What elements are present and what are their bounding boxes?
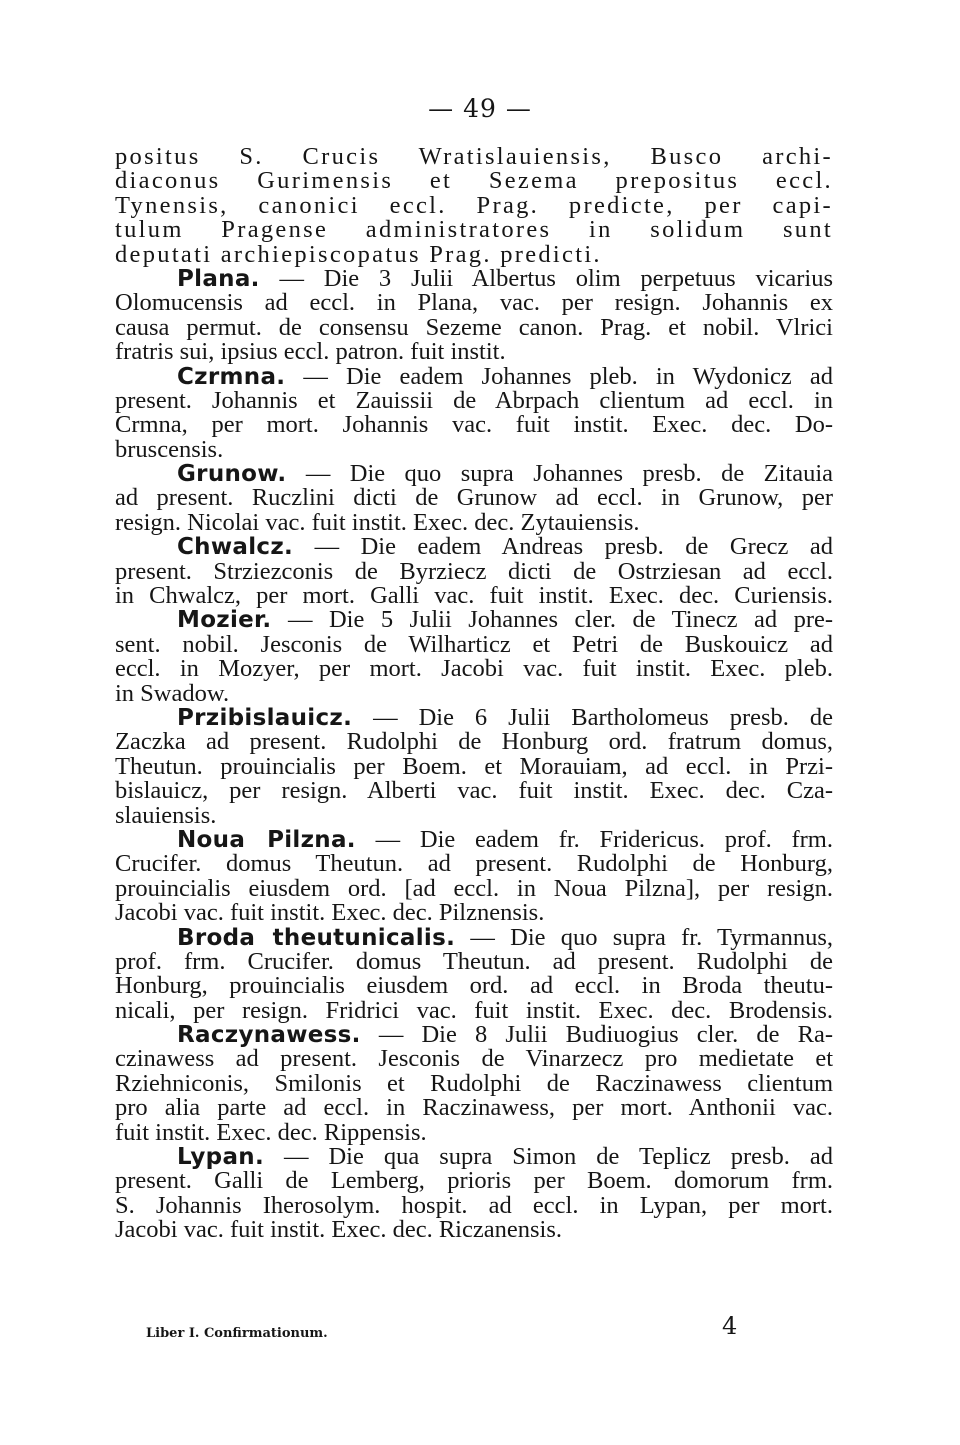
signature-mark: 4	[722, 1312, 738, 1340]
entry-first-line	[115, 828, 833, 852]
entry-text: — Die 5 Julii Johannes cler. de Tinecz ad pre-	[287, 608, 833, 633]
text-line: resign. Nicolai vac. fuit instit. Exec. dec. Zytauiensis.	[115, 508, 640, 536]
entry-first-line	[115, 608, 833, 632]
place-heading: Chwalcz.	[177, 535, 294, 560]
text-line: Crmna, per mort. Johannis vac. fuit instit. Exec. dec. Do-	[115, 413, 833, 438]
entry-text: — Die eadem Johannes pleb. in Wydonicz ad	[303, 364, 833, 389]
text-line: Jacobi vac. fuit instit. Exec. dec. Riczanensis.	[115, 1216, 562, 1244]
text-line: Zaczka ad present. Rudolphi de Honburg ord. fratrum domus,	[115, 730, 833, 755]
text-line: nicali, per resign. Fridrici vac. fuit instit. Exec. dec. Brodensis.	[115, 998, 833, 1024]
text-line: Olomucensis ad eccl. in Plana, vac. per resign. Johannis ex	[115, 291, 833, 316]
entry-czrmna	[115, 365, 833, 463]
intro-paragraph	[115, 145, 833, 267]
text-line: pro alia parte ad eccl. in Raczinawess, per mort. Anthonii vac.	[115, 1096, 833, 1121]
place-heading: Lypan.	[177, 1145, 264, 1170]
text-line: present. Johannis et Zauissii de Abrpach clientum ad eccl. in	[115, 388, 833, 414]
entry-text: — Die eadem fr. Fridericus. prof. frm.	[375, 827, 833, 853]
entry-first-line	[115, 706, 833, 730]
entry-text: — Die 8 Julii Budiuogius cler. de Ra-	[378, 1023, 833, 1048]
entry-grunow	[115, 462, 833, 535]
text-line: slauiensis.	[115, 801, 217, 829]
text-line: bislauicz, per resign. Alberti vac. fuit instit. Exec. dec. Cza-	[115, 779, 833, 804]
text-line: in Swadow.	[115, 679, 230, 707]
place-heading: Raczynawess.	[177, 1023, 361, 1048]
place-heading: Grunow.	[177, 462, 287, 487]
text-line: present. Galli de Lemberg, prioris per Boem. domorum frm.	[115, 1169, 833, 1194]
entry-first-line	[115, 1145, 833, 1169]
text-line: fuit instit. Exec. dec. Rippensis.	[115, 1118, 427, 1146]
text-line: tulum Pragense administratores in solidum sunt	[115, 218, 833, 243]
place-heading: Noua Pilzna.	[177, 827, 356, 853]
place-heading: Przibislauicz.	[177, 705, 353, 731]
entry-first-line	[115, 462, 833, 486]
text-line: prouincialis eiusdem ord. [ad eccl. in Noua Pilzna], per resign.	[115, 876, 833, 902]
text-line: ad present. Ruczlini dicti de Grunow ad eccl. in Grunow, per	[115, 486, 833, 511]
place-heading: Mozier.	[177, 608, 272, 633]
text-line: prof. frm. Crucifer. domus Theutun. ad present. Rudolphi de	[115, 949, 833, 975]
entry-first-line	[115, 267, 833, 291]
entry-text: — Die 3 Julii Albertus olim perpetuus vicarius	[279, 266, 833, 292]
text-line: in Chwalcz, per mort. Galli vac. fuit instit. Exec. dec. Curiensis.	[115, 584, 833, 609]
text-line: causa permut. de consensu Sezeme canon. Prag. et nobil. Vlrici	[115, 315, 833, 341]
entry-noua-pilzna	[115, 828, 833, 926]
text-line: czinawess ad present. Jesconis de Vinarzecz pro medietate et	[115, 1047, 833, 1072]
text-line: Crucifer. domus Theutun. ad present. Rudolphi de Honburg,	[115, 852, 833, 877]
text-line: Honburg, prouincialis eiusdem ord. ad eccl. in Broda theutu-	[115, 974, 833, 999]
entry-first-line	[115, 1023, 833, 1047]
entry-first-line	[115, 926, 833, 950]
text-line: eccl. in Mozyer, per mort. Jacobi vac. fuit instit. Exec. pleb.	[115, 657, 833, 682]
text-line: S. Johannis Iherosolym. hospit. ad eccl. in Lypan, per mort.	[115, 1193, 833, 1219]
place-heading: Czrmna.	[177, 364, 286, 389]
entry-chwalcz	[115, 535, 833, 608]
entry-mozier	[115, 608, 833, 706]
place-heading: Plana.	[177, 266, 260, 292]
entry-text: — Die qua supra Simon de Teplicz presb. ad	[283, 1145, 833, 1170]
entry-broda-theutunicalis	[115, 926, 833, 1024]
page-number: — 49 —	[428, 94, 532, 123]
text-line: present. Strziezconis de Byrziecz dicti de Ostrziesan ad eccl.	[115, 559, 833, 585]
entry-text: — Die quo supra Johannes presb. de Zitauia	[305, 462, 833, 487]
entry-text: — Die eadem Andreas presb. de Grecz ad	[314, 535, 833, 560]
entry-first-line	[115, 535, 833, 559]
text-line: Theutun. prouincialis per Boem. et Morauiam, ad eccl. in Przi-	[115, 754, 833, 780]
text-line: deputati archiepiscopatus Prag. predicti.	[115, 240, 602, 268]
text-line: fratris sui, ipsius eccl. patron. fuit instit.	[115, 338, 506, 366]
text-line: positus S. Crucis Wratislauiensis, Busco archi-	[115, 145, 833, 170]
place-heading: Broda theutunicalis.	[177, 925, 456, 950]
footer-source: Liber I. Confirmationum.	[146, 1326, 328, 1341]
entry-plana	[115, 267, 833, 365]
text-line: bruscensis.	[115, 435, 224, 463]
entry-przibislauicz	[115, 706, 833, 828]
text-line: sent. nobil. Jesconis de Wilharticz et Petri de Buskouicz ad	[115, 632, 833, 658]
entry-first-line	[115, 365, 833, 389]
body-text	[115, 145, 833, 1243]
text-line: Jacobi vac. fuit instit. Exec. dec. Pilznensis.	[115, 899, 545, 927]
entry-raczynawess	[115, 1023, 833, 1145]
entry-text: — Die 6 Julii Bartholomeus presb. de	[373, 705, 833, 731]
entry-text: — Die quo supra fr. Tyrmannus,	[470, 925, 833, 950]
text-line: Rziehniconis, Smilonis et Rudolphi de Raczinawess clientum	[115, 1071, 833, 1097]
text-line: Tynensis, canonici eccl. Prag. predicte, per capi-	[115, 193, 833, 219]
entry-lypan	[115, 1145, 833, 1243]
text-line: diaconus Gurimensis et Sezema prepositus eccl.	[115, 169, 833, 194]
